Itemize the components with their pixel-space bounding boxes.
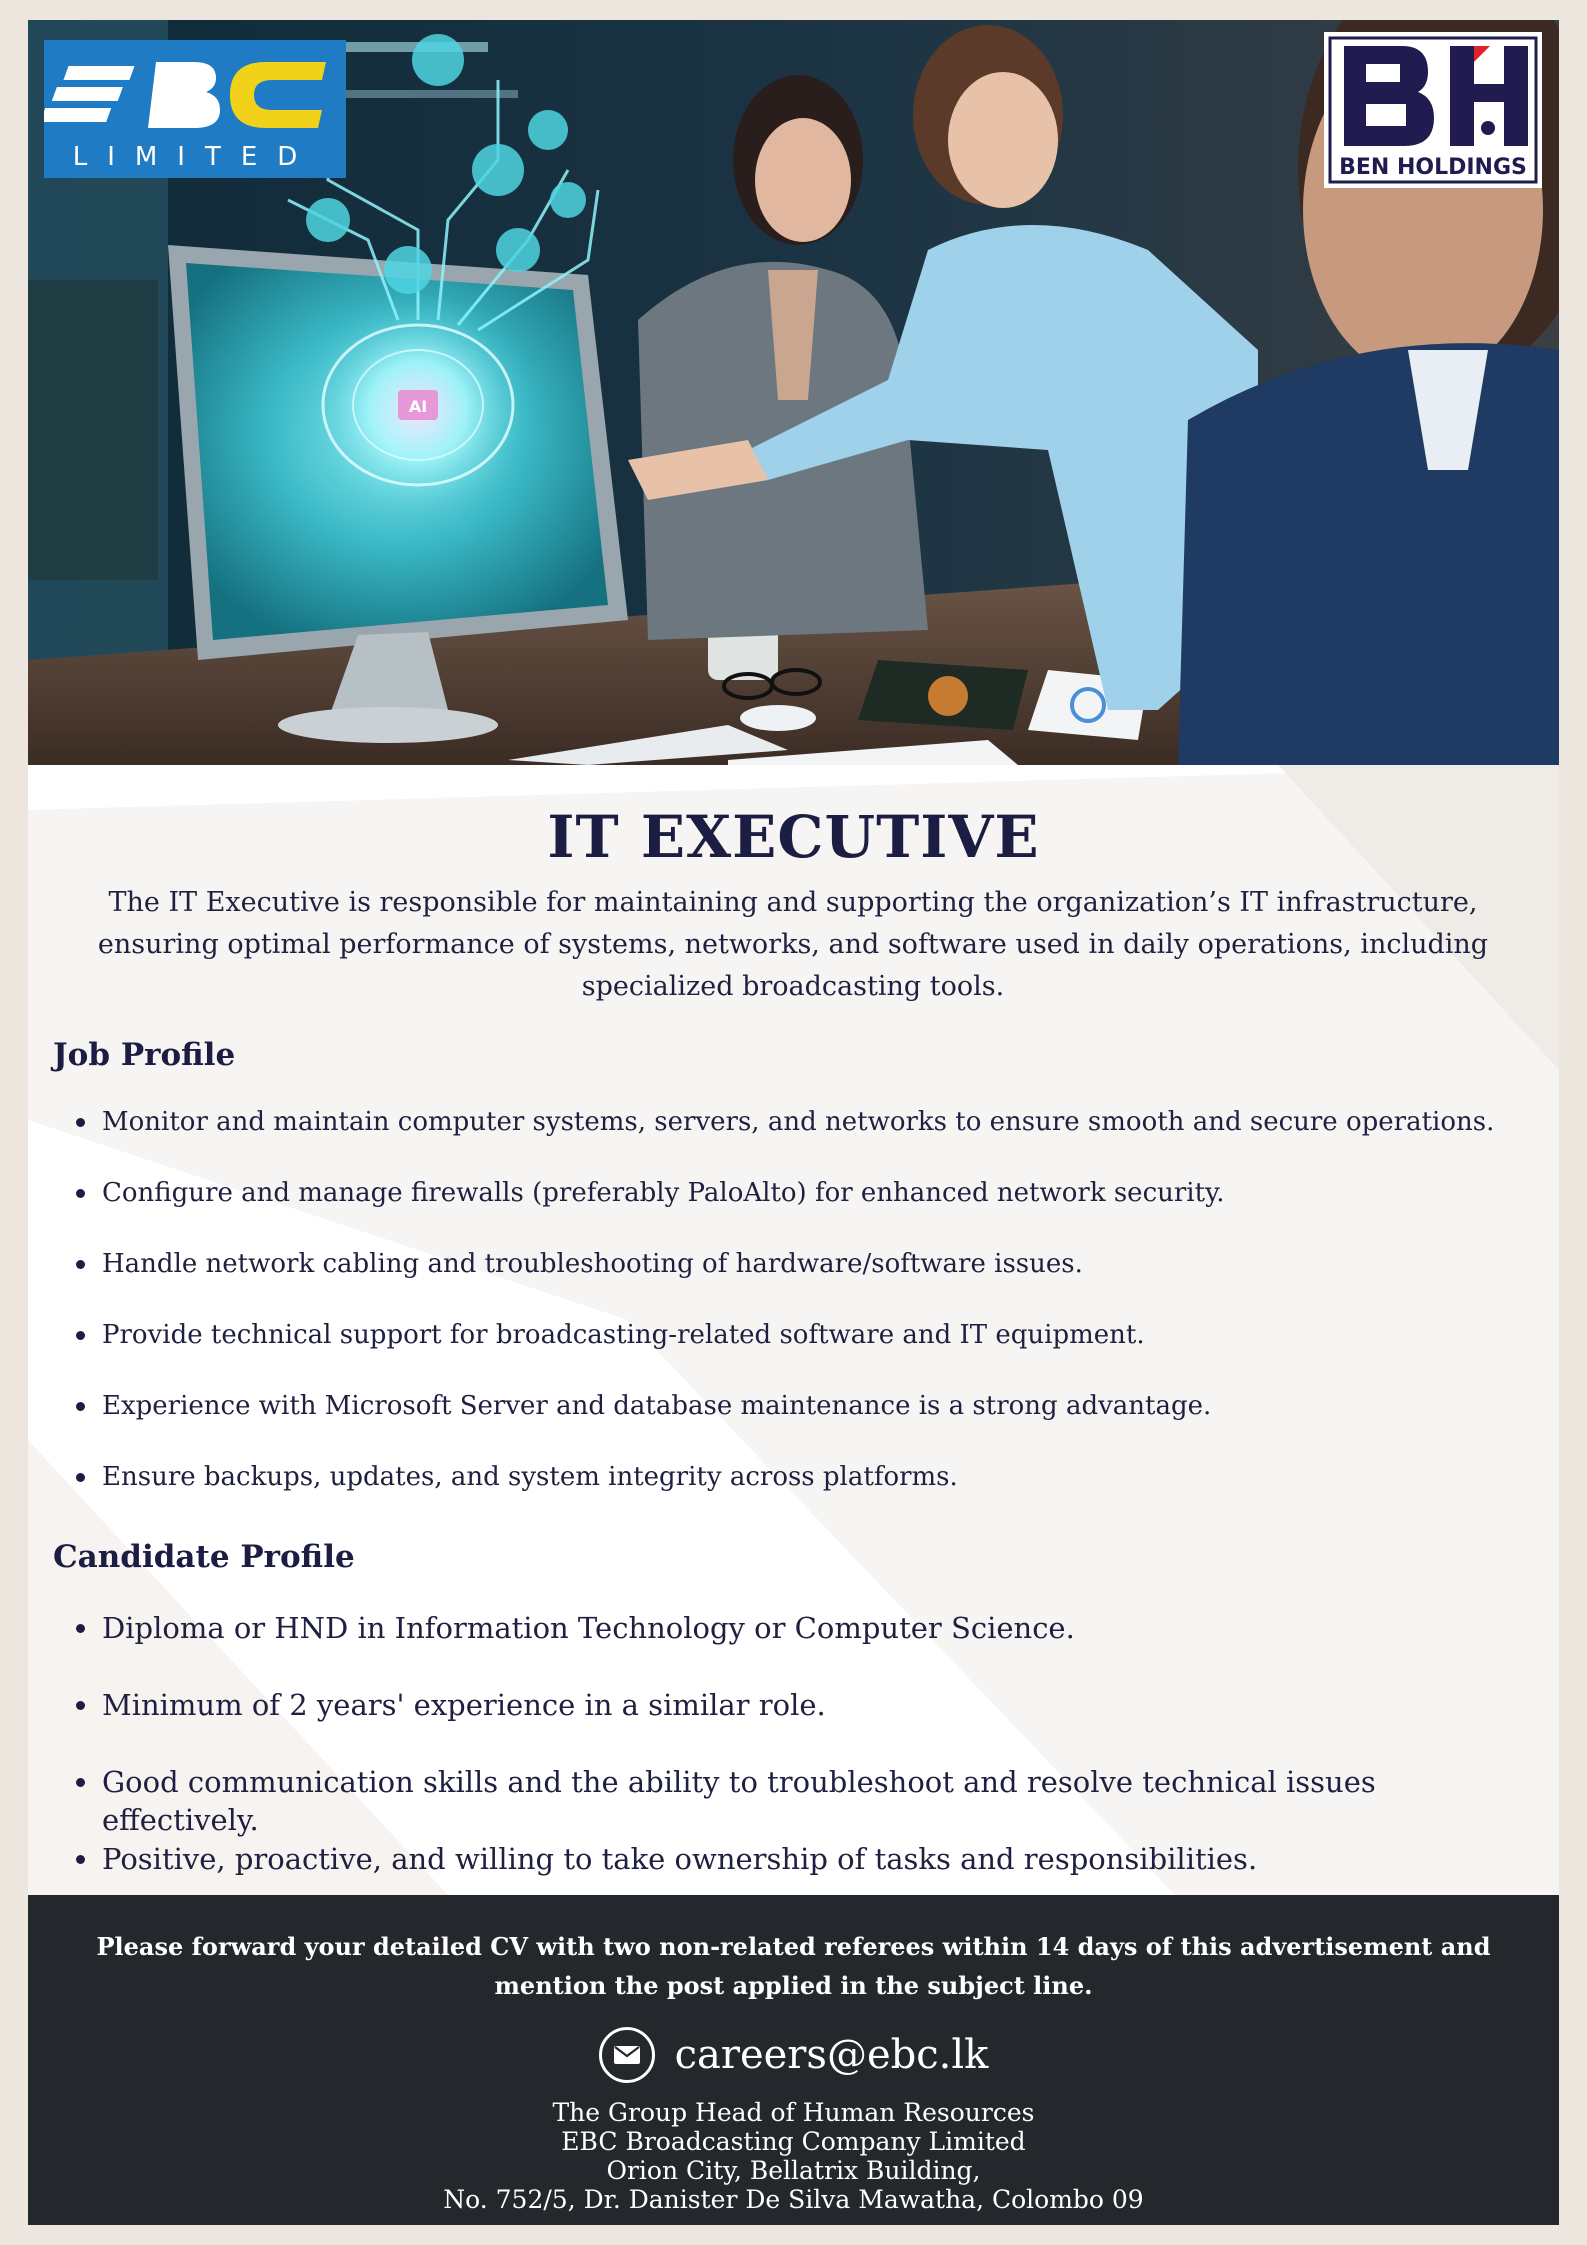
bullet-icon	[76, 1778, 85, 1787]
bullet-icon	[76, 1855, 85, 1864]
svg-text:LIMITED: LIMITED	[72, 142, 318, 172]
bullet-icon	[76, 1402, 85, 1411]
careers-email-link[interactable]: careers@ebc.lk	[674, 2032, 989, 2078]
ben-holdings-logo	[1324, 32, 1542, 188]
svg-text:AI: AI	[408, 397, 428, 416]
address-line: EBC Broadcasting Company Limited	[561, 2127, 1026, 2156]
candidate-profile-list	[76, 1609, 1536, 1917]
candidate-profile-heading: Candidate Profile	[53, 1539, 355, 1575]
list-item: Provide technical support for broadcasting-related software and IT equipment.	[76, 1318, 1536, 1389]
list-item: Ensure backups, updates, and system integrity across platforms.	[76, 1460, 1536, 1531]
list-item: Configure and manage firewalls (preferably PaloAlto) for enhanced network security.	[76, 1176, 1536, 1247]
job-profile-heading: Job Profile	[53, 1037, 236, 1073]
list-item: Monitor and maintain computer systems, servers, and networks to ensure smooth and secure operations.	[76, 1105, 1536, 1176]
list-item: Good communication skills and the ability to troubleshoot and resolve technical issues effectively.	[76, 1763, 1536, 1840]
application-footer	[28, 1895, 1559, 2241]
bullet-icon	[76, 1118, 85, 1127]
job-intro: The IT Executive is responsible for maintaining and supporting the organization’s IT infrastructure, ensuring optimal performance of systems, networks, and software used in daily operations, including specialized broadcasting tools.	[97, 887, 1489, 1002]
address-line: The Group Head of Human Resources	[552, 2098, 1035, 2127]
postal-address	[28, 2098, 1559, 2214]
email-row	[28, 2020, 1559, 2090]
hero-office-photo	[28, 20, 1559, 765]
ebc-limited-logo	[44, 40, 346, 178]
job-advert-page	[28, 20, 1559, 2245]
list-item: Experience with Microsoft Server and database maintenance is a strong advantage.	[76, 1389, 1536, 1460]
list-item: Handle network cabling and troubleshooting of hardware/software issues.	[76, 1247, 1536, 1318]
list-item: Diploma or HND in Information Technology or Computer Science.	[76, 1609, 1536, 1686]
job-title: IT EXECUTIVE	[547, 803, 1040, 871]
application-instructions: Please forward your detailed CV with two non-related referees within 14 days of this advertisement and mention the post applied in the subject line.	[96, 1932, 1491, 2000]
list-item: Minimum of 2 years' experience in a similar role.	[76, 1686, 1536, 1763]
envelope-icon	[599, 2027, 655, 2083]
bullet-icon	[76, 1624, 85, 1633]
bullet-icon	[76, 1260, 85, 1269]
address-line: No. 752/5, Dr. Danister De Silva Mawatha, Colombo 09	[443, 2185, 1144, 2214]
bullet-icon	[76, 1331, 85, 1340]
bullet-icon	[76, 1701, 85, 1710]
list-item: Positive, proactive, and willing to take ownership of tasks and responsibilities.	[76, 1840, 1536, 1917]
job-profile-list	[76, 1105, 1536, 1531]
address-line: Orion City, Bellatrix Building,	[606, 2156, 981, 2185]
bottom-border	[0, 2225, 1587, 2245]
svg-text:BEN HOLDINGS: BEN HOLDINGS	[1339, 155, 1527, 180]
bullet-icon	[76, 1189, 85, 1198]
bullet-icon	[76, 1473, 85, 1482]
